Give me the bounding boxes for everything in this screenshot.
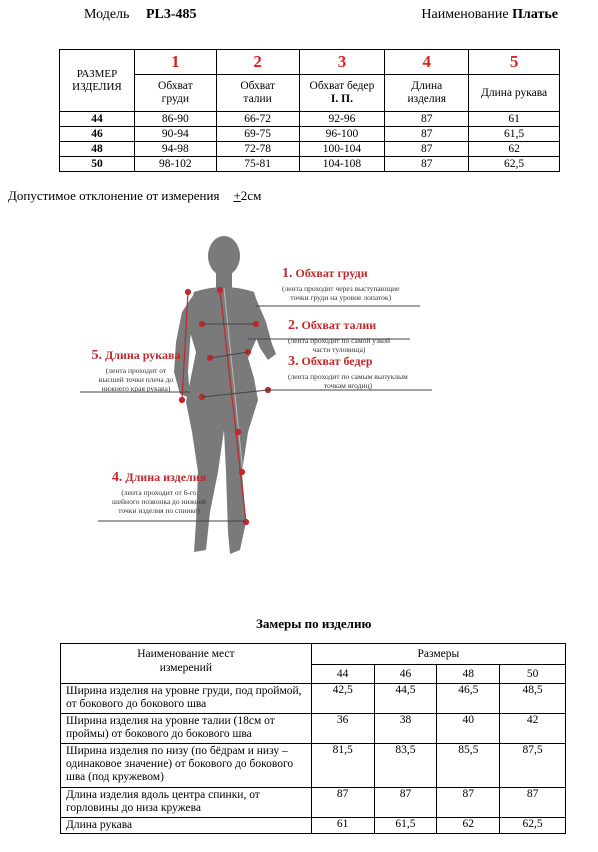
column-title-line2: изделия: [407, 93, 447, 105]
table-row: [61, 684, 566, 714]
sizes-header: Размеры: [311, 644, 565, 665]
column-title-line1: Обхват: [158, 80, 193, 92]
table-cell: 98-102: [134, 157, 216, 172]
document-header: [84, 7, 564, 25]
size-header-line2: ИЗДЕЛИЯ: [72, 80, 122, 93]
size-cell: 44: [60, 112, 135, 127]
column-title-line2: талии: [243, 93, 272, 105]
column-title-line1: Длина: [411, 80, 443, 92]
annotation-number: 3.: [288, 354, 299, 369]
column-title: [299, 75, 385, 112]
table-row: [61, 818, 566, 834]
table-cell: 87: [500, 788, 566, 818]
measurements-table: [60, 643, 566, 834]
table-cell: 44,5: [374, 684, 437, 714]
table-cell: 61,5: [469, 127, 560, 142]
annotation-desc: (лента проходит через выступающие: [282, 284, 400, 293]
size-table-header: [60, 50, 560, 75]
table-cell: 87: [385, 142, 469, 157]
annotation-desc: точкам ягодиц): [323, 381, 372, 390]
annotation-desc: нижнего края рукава): [101, 384, 171, 393]
table-cell: 87: [385, 127, 469, 142]
column-title-line1: Обхват: [240, 80, 275, 92]
table-cell: 40: [437, 714, 500, 744]
table-cell: 100-104: [299, 142, 385, 157]
size-header-cell: 48: [437, 665, 500, 684]
table-row: [61, 788, 566, 818]
table-cell: 46,5: [437, 684, 500, 714]
table-cell: 42: [500, 714, 566, 744]
model-label: Модель: [84, 7, 130, 22]
table-cell: 87: [385, 112, 469, 127]
table-cell: 69-75: [216, 127, 299, 142]
column-number: 5: [469, 50, 560, 75]
size-cell: 46: [60, 127, 135, 142]
annotation-number: 4.: [111, 470, 123, 485]
table-row: [60, 112, 560, 127]
table-cell: 83,5: [374, 744, 437, 788]
table-cell: 62: [469, 142, 560, 157]
measurement-label: Длина изделия вдоль центра спинки, от горловины до низа кружева: [61, 788, 312, 818]
column-number: 3: [299, 50, 385, 75]
column-title-line2: I. П.: [330, 93, 353, 105]
table-cell: 48,5: [500, 684, 566, 714]
table-cell: 62,5: [500, 818, 566, 834]
table-row: [61, 744, 566, 788]
table-cell: 61,5: [374, 818, 437, 834]
size-cell: 48: [60, 142, 135, 157]
annotation-number: 2.: [288, 318, 299, 333]
plus-minus-sign: +: [233, 188, 241, 203]
size-header-cell: 46: [374, 665, 437, 684]
annotation-desc: высшей точки плеча до: [98, 375, 174, 384]
name-label: Наименование: [421, 7, 509, 22]
annotation-chest: [282, 266, 399, 302]
size-header-cell: 50: [500, 665, 566, 684]
model-value: PL3-485: [146, 7, 197, 22]
column-title: [385, 75, 469, 112]
table-cell: 90-94: [134, 127, 216, 142]
table-cell: 75-81: [216, 157, 299, 172]
place-header: Наименование мест измерений: [61, 644, 312, 684]
annotation-hips: [288, 354, 408, 390]
measurement-figure: [70, 232, 450, 562]
annotation-title: Обхват бедер: [301, 354, 373, 368]
table-cell: 94-98: [134, 142, 216, 157]
annotation-desc: точки груди на уровне лопаток): [290, 293, 392, 302]
annotation-desc: (лента проходит от 6-го: [121, 488, 197, 497]
column-title-line1: Обхват бедер: [309, 80, 375, 92]
table-cell: 86-90: [134, 112, 216, 127]
table-row: [60, 157, 560, 172]
table-cell: 61: [311, 818, 374, 834]
table-cell: 92-96: [299, 112, 385, 127]
column-title: [469, 75, 560, 112]
annotation-title: Обхват груди: [295, 266, 368, 280]
annotation-desc: (лента проходит по самым выпуклым: [288, 372, 408, 381]
size-column-header: [60, 50, 135, 112]
table-cell: 104-108: [299, 157, 385, 172]
size-table-column-titles: [60, 75, 560, 112]
measurement-label: Ширина изделия по низу (по бёдрам и низу – одинаковое значение) от бокового до бокового шва (под кружевом): [61, 744, 312, 788]
tolerance-text: Допустимое отклонение от измерения: [8, 188, 220, 203]
table-cell: 36: [311, 714, 374, 744]
size-header-line1: РАЗМЕР: [76, 67, 118, 80]
table-cell: 62,5: [469, 157, 560, 172]
table-cell: 85,5: [437, 744, 500, 788]
table-cell: 96-100: [299, 127, 385, 142]
column-title-line2: груди: [161, 93, 189, 105]
annotation-length: [104, 470, 214, 515]
table-cell: 81,5: [311, 744, 374, 788]
table-row: [60, 127, 560, 142]
annotation-desc: шейного позвонка до нижней: [111, 497, 207, 506]
table-cell: 72-78: [216, 142, 299, 157]
table-cell: 87: [437, 788, 500, 818]
product-name: [421, 7, 558, 23]
size-table: [59, 49, 560, 172]
annotation-number: 5.: [91, 348, 102, 363]
annotation-desc: точки изделия по спинке): [118, 506, 200, 515]
annotation-desc: (лента проходит по самой узкой: [288, 336, 390, 345]
table-cell: 87,5: [500, 744, 566, 788]
annotation-title: Обхват талии: [301, 318, 377, 332]
table-cell: 42,5: [311, 684, 374, 714]
size-cell: 50: [60, 157, 135, 172]
measurement-label: Ширина изделия на уровне груди, под проймой, от бокового до бокового шва: [61, 684, 312, 714]
table-row: [60, 142, 560, 157]
measurements-title: Замеры по изделию: [256, 616, 372, 631]
name-value: Платье: [512, 7, 558, 22]
column-number: 2: [216, 50, 299, 75]
annotation-desc: части туловища): [312, 345, 366, 354]
column-number: 1: [134, 50, 216, 75]
annotation-number: 1.: [282, 266, 293, 281]
annotation-desc: (лента проходит от: [105, 366, 167, 375]
table-cell: 87: [311, 788, 374, 818]
annotation-waist: [288, 318, 390, 354]
annotation-sleeve: [84, 348, 188, 393]
table-cell: 38: [374, 714, 437, 744]
column-title: [216, 75, 299, 112]
size-header-cell: 44: [311, 665, 374, 684]
table-cell: 66-72: [216, 112, 299, 127]
tolerance-note: [8, 188, 261, 204]
annotation-title: Длина изделия: [125, 470, 207, 484]
measurement-label: Ширина изделия на уровне талии (18см от проймы) от бокового до бокового шва: [61, 714, 312, 744]
table-row: [61, 714, 566, 744]
measurements-header-row: [61, 644, 566, 665]
table-cell: 87: [374, 788, 437, 818]
table-cell: 62: [437, 818, 500, 834]
measurement-label: Длина рукава: [61, 818, 312, 834]
column-number: 4: [385, 50, 469, 75]
annotation-title: Длина рукава: [104, 348, 181, 362]
table-cell: 87: [385, 157, 469, 172]
column-title: [134, 75, 216, 112]
table-cell: 61: [469, 112, 560, 127]
column-title-line1: Длина рукава: [481, 86, 548, 99]
tolerance-value: 2см: [240, 188, 262, 203]
